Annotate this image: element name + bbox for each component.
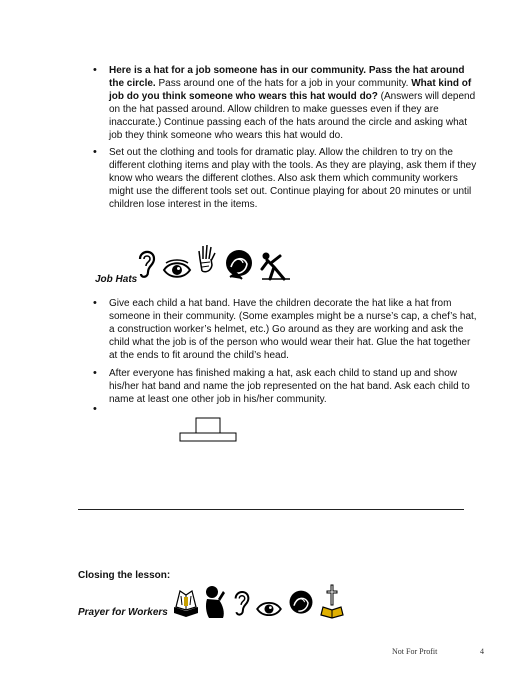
bullet-paragraph-dramatic-play <box>109 146 481 211</box>
horizontal-divider <box>78 509 464 510</box>
paragraph-text-run: Pass around one of the hats for a job in your community. <box>155 78 412 89</box>
head-icon <box>222 247 256 281</box>
closing-heading: Closing the lesson: <box>78 570 171 581</box>
eye-icon <box>255 599 283 619</box>
bullet-dot: • <box>93 297 97 309</box>
paragraph-text-run: Set out the clothing and tools for dramatic play. Allow the children to try on the different clothing items and play with the tools. As they are playing, ask them if they know who wears the different clothes. Also ask them which community workers might use the different tools set out. Continue playing for about 20 minutes or until children lose interest in the items. <box>109 147 477 210</box>
paragraph-text-run: After everyone has finished making a hat, ask each child to stand up and show his/her hat band and name the job represented on the hat band. Ask each child to name at least one other job in his/her community. <box>109 368 470 405</box>
bullet-dot: • <box>93 367 97 379</box>
head-icon <box>286 587 316 619</box>
praying-person-icon <box>203 585 229 619</box>
job-hats-icon-row <box>136 243 292 281</box>
bullet-paragraph-pass-hat <box>109 64 481 142</box>
bullet-paragraph-hat-band <box>109 297 481 362</box>
prayer-icon-row <box>172 583 345 619</box>
paragraph-text-run: Give each child a hat band. Have the children decorate the hat like a hat from someone in their community. (Some examples might be a nurse’s cap, a chef’s hat, a construction worker’s helmet, etc.) Go around as they are working and ask the child what the job is of the person who would wear their hat. Glue the hat together at the ends to fit around the child’s head. <box>109 298 477 361</box>
eye-icon <box>162 259 192 281</box>
bible-icon <box>172 587 200 619</box>
cross-book-icon <box>319 583 345 619</box>
ear-icon <box>232 587 252 619</box>
hand-icon <box>196 243 218 273</box>
ear-icon <box>136 247 158 281</box>
bullet-dot: • <box>93 146 97 158</box>
bullet-paragraph-share-hat <box>109 367 481 406</box>
job-hats-label: Job Hats <box>95 274 138 285</box>
paragraph-text-run: Here is a hat for a job someone has in our community. Pass the hat around the circle. <box>109 65 465 89</box>
stretching-person-icon <box>260 251 292 281</box>
hat-outline-drawing <box>179 417 237 443</box>
paragraph-text-run: What kind of job do you think someone who wears this hat would do? <box>109 78 472 102</box>
paragraph-text-run: (Answers will depend on the hat passed around. Allow children to make guesses even if they are inaccurate.) Continue passing each of the hats around the circle and asking what job they think someone who wears this hat would do. <box>109 91 476 141</box>
page-number: 4 <box>480 647 484 656</box>
bullet-dot-empty: • <box>93 403 97 415</box>
footer-text: Not For Profit <box>392 647 438 656</box>
prayer-label: Prayer for Workers <box>78 607 168 618</box>
bullet-dot: • <box>93 64 97 76</box>
